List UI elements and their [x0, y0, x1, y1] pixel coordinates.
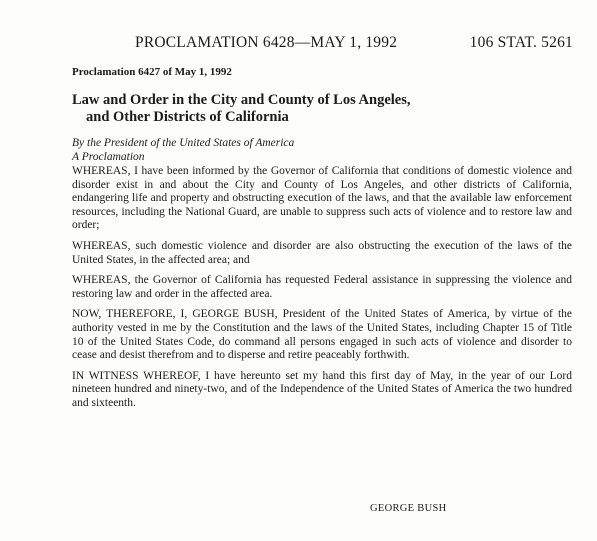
proclamation-body [72, 66, 572, 418]
proclamation-title [72, 92, 572, 126]
title-line-1: Law and Order in the City and County of Los Angeles, [72, 92, 411, 108]
header-stat-citation: 106 STAT. 5261 [469, 34, 573, 51]
paragraph-in-witness: IN WITNESS WHEREOF, I have hereunto set my hand this first day of May, in the year of our Lord nineteen hundred and ninety-two, and of the Independence of the United States of America the two hundred and sixteenth. [72, 369, 572, 409]
title-line-2: and Other Districts of California [86, 109, 289, 125]
signature: GEORGE BUSH [370, 503, 447, 514]
paragraph-now-therefore: NOW, THEREFORE, I, GEORGE BUSH, President of the United States of America, by virtue of the authority vested in me by the Constitution and the laws of the United States, including Chapter 15 of Title 10 of the United States Code, do command all persons engaged in such acts of violence and disorder to cease and desist therefrom and to disperse and retire peaceably forthwith. [72, 308, 572, 362]
byline-proclamation: A Proclamation [72, 151, 145, 163]
paragraph-whereas-2: WHEREAS, such domestic violence and disorder are also obstructing the execution of the laws of the United States, in the affected area; and [72, 239, 572, 266]
proclamation-number: Proclamation 6427 of May 1, 1992 [72, 66, 232, 78]
paragraph-whereas-3: WHEREAS, the Governor of California has requested Federal assistance in suppressing the violence and restoring law and order in the affected area. [72, 274, 572, 300]
header-title: PROCLAMATION 6428—MAY 1, 1992 [135, 34, 398, 51]
paragraph-whereas-1: WHEREAS, I have been informed by the Governor of California that conditions of domestic violence and disorder exist in and about the City and County of Los Angeles, and other districts of California, endangering life and property and obstructing execution of the laws, and that the available law enforcement resources, including the National Guard, are unable to suppress such acts of violence and to restore law and order; [72, 165, 572, 232]
byline-president: By the President of the United States of America [72, 137, 295, 149]
running-header [135, 34, 575, 52]
